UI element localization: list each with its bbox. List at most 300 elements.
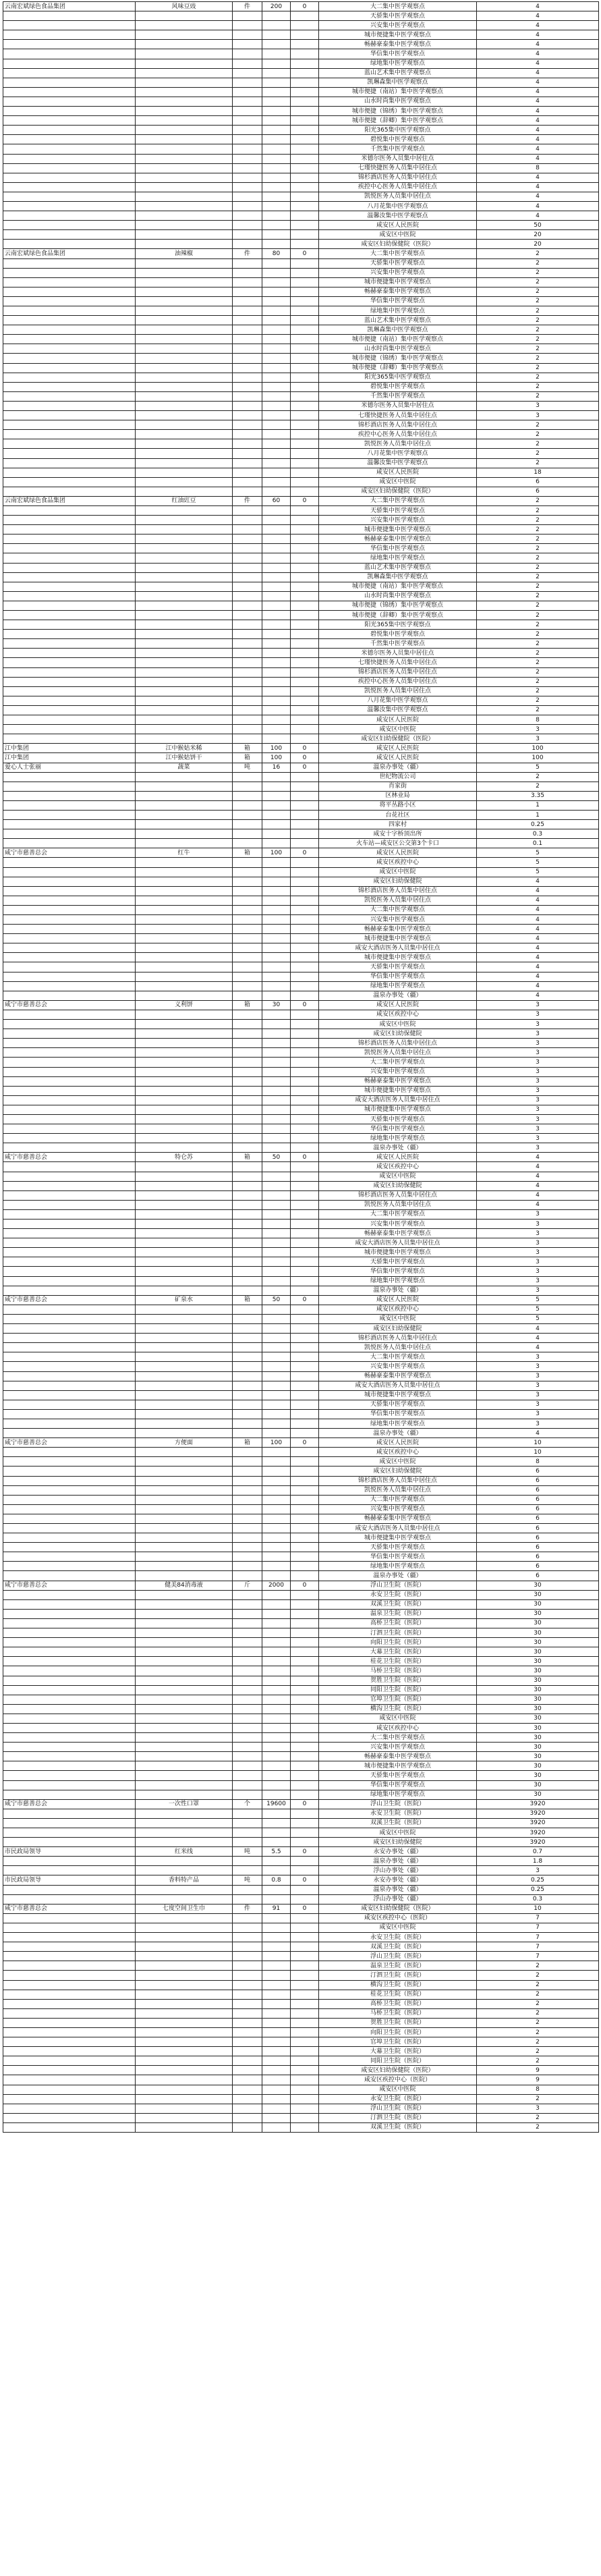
amount-cell: 4: [477, 1172, 599, 1181]
recipient-cell: 咸安区中医院: [319, 1020, 477, 1029]
zero-cell: [291, 1666, 319, 1676]
recipient-cell: 咸安区人民医院: [319, 753, 477, 763]
unit-cell: [233, 1761, 262, 1771]
unit-cell: [233, 953, 262, 962]
amount-cell: 3: [477, 1866, 599, 1875]
donor-cell: [3, 391, 136, 401]
unit-cell: [233, 1400, 262, 1409]
quantity-cell: [262, 2075, 291, 2085]
table-row: [3, 1875, 599, 1885]
donor-cell: [3, 800, 136, 810]
zero-cell: [291, 667, 319, 677]
item-cell: [136, 1923, 233, 1932]
quantity-cell: [262, 116, 291, 126]
zero-cell: [291, 649, 319, 658]
recipient-cell: 咸安区妇幼保健院（医院）: [319, 734, 477, 744]
table-row: [3, 1628, 599, 1638]
table-row: [3, 934, 599, 943]
item-cell: [136, 2047, 233, 2056]
zero-cell: [291, 943, 319, 953]
item-cell: [136, 639, 233, 649]
item-cell: [136, 221, 233, 230]
amount-cell: 2: [477, 611, 599, 620]
table-row: [3, 1390, 599, 1400]
item-cell: [136, 1657, 233, 1666]
quantity-cell: [262, 1324, 291, 1334]
table-row: [3, 553, 599, 563]
table-row: [3, 2018, 599, 2027]
unit-cell: [233, 1409, 262, 1419]
amount-cell: 2: [477, 335, 599, 344]
donor-cell: [3, 163, 136, 173]
quantity-cell: [262, 1780, 291, 1790]
table-row: [3, 59, 599, 68]
table-row: [3, 1200, 599, 1209]
recipient-cell: 千然集中医学观察点: [319, 391, 477, 401]
unit-cell: [233, 667, 262, 677]
zero-cell: [291, 1857, 319, 1866]
donor-cell: [3, 1257, 136, 1267]
unit-cell: [233, 582, 262, 591]
recipient-cell: 城市便捷（南站）集中医学观察点: [319, 582, 477, 591]
unit-cell: [233, 981, 262, 991]
quantity-cell: [262, 1229, 291, 1238]
zero-cell: [291, 306, 319, 316]
zero-cell: [291, 240, 319, 249]
unit-cell: 个: [233, 1799, 262, 1809]
table-row: [3, 1448, 599, 1457]
quantity-cell: [262, 1752, 291, 1761]
donor-cell: [3, 839, 136, 848]
item-cell: [136, 858, 233, 867]
item-cell: [136, 1409, 233, 1419]
quantity-cell: [262, 1533, 291, 1543]
amount-cell: 20: [477, 240, 599, 249]
recipient-cell: 凯琳森集中医学观察点: [319, 325, 477, 335]
donor-cell: [3, 1352, 136, 1362]
quantity-cell: [262, 182, 291, 192]
quantity-cell: [262, 1257, 291, 1267]
zero-cell: [291, 991, 319, 1000]
recipient-cell: 绿地集中医学观察点: [319, 306, 477, 316]
quantity-cell: [262, 430, 291, 439]
item-cell: [136, 734, 233, 744]
table-row: [3, 810, 599, 819]
amount-cell: 3: [477, 1276, 599, 1286]
item-cell: [136, 953, 233, 962]
table-row: [3, 439, 599, 449]
item-cell: [136, 649, 233, 658]
table-row: [3, 630, 599, 639]
amount-cell: 3: [477, 1229, 599, 1238]
amount-cell: 5: [477, 867, 599, 877]
item-cell: [136, 1685, 233, 1695]
unit-cell: [233, 1971, 262, 1980]
unit-cell: [233, 1514, 262, 1523]
amount-cell: 4: [477, 40, 599, 49]
donor-cell: [3, 382, 136, 391]
table-row: [3, 1885, 599, 1894]
table-row: [3, 1029, 599, 1039]
zero-cell: [291, 2056, 319, 2066]
quantity-cell: [262, 705, 291, 715]
zero-cell: [291, 867, 319, 877]
zero-cell: [291, 705, 319, 715]
donor-cell: [3, 2018, 136, 2027]
amount-cell: 5: [477, 1314, 599, 1323]
item-cell: [136, 1419, 233, 1428]
item-cell: [136, 696, 233, 705]
donor-cell: [3, 2113, 136, 2122]
donor-cell: [3, 677, 136, 686]
zero-cell: [291, 211, 319, 221]
amount-cell: 3: [477, 1124, 599, 1134]
zero-cell: [291, 316, 319, 325]
donor-cell: [3, 563, 136, 572]
quantity-cell: [262, 391, 291, 401]
item-cell: [136, 1913, 233, 1923]
table-row: [3, 221, 599, 230]
recipient-cell: 天骄集中医学观察点: [319, 1257, 477, 1267]
table-row: [3, 1419, 599, 1428]
item-cell: [136, 1238, 233, 1248]
table-row: [3, 487, 599, 496]
amount-cell: 3: [477, 1000, 599, 1010]
recipient-cell: 咸安区疾控中心: [319, 858, 477, 867]
amount-cell: 2: [477, 458, 599, 468]
zero-cell: [291, 1942, 319, 1952]
amount-cell: 4: [477, 943, 599, 953]
quantity-cell: [262, 487, 291, 496]
recipient-cell: 城市便捷集中医学观察点: [319, 30, 477, 40]
amount-cell: 2: [477, 1971, 599, 1980]
recipient-cell: 锦杉酒店医务人员集中居住点: [319, 667, 477, 677]
donor-cell: [3, 1058, 136, 1067]
table-row: [3, 1495, 599, 1504]
unit-cell: [233, 535, 262, 544]
table-row: [3, 734, 599, 744]
item-cell: [136, 658, 233, 667]
unit-cell: [233, 1020, 262, 1029]
zero-cell: [291, 896, 319, 905]
amount-cell: 3: [477, 1048, 599, 1058]
unit-cell: [233, 1095, 262, 1105]
zero-cell: [291, 782, 319, 791]
table-row: [3, 1790, 599, 1799]
quantity-cell: [262, 2094, 291, 2104]
donor-cell: [3, 1448, 136, 1457]
amount-cell: 6: [477, 1467, 599, 1476]
quantity-cell: [262, 1657, 291, 1666]
zero-cell: 0: [291, 1799, 319, 1809]
table-row: [3, 230, 599, 240]
recipient-cell: 横沟卫生院（医院）: [319, 1704, 477, 1714]
amount-cell: 4: [477, 78, 599, 87]
item-cell: [136, 1828, 233, 1838]
unit-cell: [233, 1419, 262, 1428]
recipient-cell: 咸安区人民医院: [319, 1295, 477, 1305]
amount-cell: 30: [477, 1657, 599, 1666]
recipient-cell: 城市便捷集中医学观察点: [319, 934, 477, 943]
item-cell: 江中猴姑米稀: [136, 744, 233, 753]
donor-cell: [3, 886, 136, 896]
amount-cell: 4: [477, 126, 599, 135]
zero-cell: [291, 1114, 319, 1124]
unit-cell: [233, 1590, 262, 1599]
zero-cell: [291, 1286, 319, 1295]
unit-cell: [233, 782, 262, 791]
donor-cell: [3, 1286, 136, 1295]
unit-cell: [233, 525, 262, 535]
table-row: [3, 677, 599, 686]
donor-cell: [3, 1562, 136, 1571]
item-cell: [136, 1162, 233, 1172]
recipient-cell: 咸安区妇幼保健院: [319, 1467, 477, 1476]
table-row: [3, 1371, 599, 1381]
item-cell: [136, 1761, 233, 1771]
item-cell: [136, 449, 233, 458]
table-row: [3, 1058, 599, 1067]
zero-cell: [291, 1952, 319, 1961]
amount-cell: 30: [477, 1695, 599, 1704]
amount-cell: 3: [477, 1381, 599, 1390]
item-cell: [136, 1857, 233, 1866]
unit-cell: [233, 2047, 262, 2056]
zero-cell: [291, 1838, 319, 1847]
recipient-cell: 城市便捷集中医学观察点: [319, 1248, 477, 1257]
zero-cell: [291, 1524, 319, 1533]
item-cell: [136, 1504, 233, 1514]
item-cell: [136, 487, 233, 496]
zero-cell: [291, 296, 319, 306]
item-cell: 红油豇豆: [136, 496, 233, 505]
table-row: [3, 201, 599, 211]
item-cell: [136, 1885, 233, 1894]
unit-cell: [233, 1343, 262, 1352]
zero-cell: [291, 1828, 319, 1838]
amount-cell: 2: [477, 2056, 599, 2066]
zero-cell: [291, 905, 319, 914]
recipient-cell: 蓝山艺术集中医学观察点: [319, 68, 477, 78]
unit-cell: [233, 1334, 262, 1343]
recipient-cell: 凯悦医务人员集中居住点: [319, 896, 477, 905]
unit-cell: [233, 2085, 262, 2094]
unit-cell: [233, 1286, 262, 1295]
quantity-cell: [262, 1209, 291, 1219]
donor-cell: [3, 240, 136, 249]
donor-cell: [3, 116, 136, 126]
quantity-cell: [262, 1114, 291, 1124]
recipient-cell: 咸安区疾控中心: [319, 1448, 477, 1457]
unit-cell: [233, 1448, 262, 1457]
amount-cell: 4: [477, 49, 599, 59]
zero-cell: [291, 40, 319, 49]
table-row: [3, 943, 599, 953]
table-row: [3, 1295, 599, 1305]
unit-cell: [233, 1058, 262, 1067]
donor-cell: [3, 1743, 136, 1752]
unit-cell: [233, 316, 262, 325]
zero-cell: [291, 1134, 319, 1143]
donor-cell: [3, 1857, 136, 1866]
item-cell: [136, 1618, 233, 1628]
donor-cell: [3, 544, 136, 553]
table-row: [3, 800, 599, 810]
recipient-cell: 咸安区中医院: [319, 1923, 477, 1932]
zero-cell: [291, 1780, 319, 1790]
recipient-cell: 咸安大酒店医务人员集中居住点: [319, 1381, 477, 1390]
zero-cell: 0: [291, 753, 319, 763]
donor-cell: [3, 715, 136, 725]
recipient-cell: 蓝山艺术集中医学观察点: [319, 316, 477, 325]
quantity-cell: [262, 886, 291, 896]
recipient-cell: 华信集中医学观察点: [319, 1780, 477, 1790]
unit-cell: [233, 686, 262, 696]
item-cell: [136, 1980, 233, 1990]
amount-cell: 2: [477, 535, 599, 544]
donor-cell: [3, 696, 136, 705]
quantity-cell: [262, 1771, 291, 1780]
quantity-cell: [262, 2008, 291, 2018]
quantity-cell: [262, 477, 291, 487]
quantity-cell: [262, 1685, 291, 1695]
amount-cell: 3: [477, 1114, 599, 1124]
donor-cell: [3, 1533, 136, 1543]
donor-cell: [3, 867, 136, 877]
zero-cell: [291, 107, 319, 116]
amount-cell: 2: [477, 277, 599, 287]
quantity-cell: [262, 1086, 291, 1095]
recipient-cell: 凯悦医务人员集中居住点: [319, 1343, 477, 1352]
unit-cell: [233, 2122, 262, 2132]
amount-cell: 30: [477, 1599, 599, 1609]
unit-cell: [233, 135, 262, 144]
zero-cell: [291, 525, 319, 535]
donor-cell: [3, 658, 136, 667]
item-cell: [136, 1723, 233, 1732]
table-row: [3, 535, 599, 544]
donor-cell: [3, 1514, 136, 1523]
amount-cell: 2: [477, 2047, 599, 2056]
unit-cell: [233, 649, 262, 658]
donor-cell: [3, 1457, 136, 1467]
amount-cell: 3: [477, 1143, 599, 1153]
amount-cell: 7: [477, 1933, 599, 1942]
amount-cell: 3: [477, 725, 599, 734]
quantity-cell: [262, 344, 291, 354]
table-row: [3, 601, 599, 610]
donor-cell: 市民政局领导: [3, 1847, 136, 1857]
unit-cell: [233, 11, 262, 21]
quantity-cell: 91: [262, 1904, 291, 1913]
recipient-cell: 贺胜卫生院（医院）: [319, 2018, 477, 2027]
recipient-cell: 双溪卫生院（医院）: [319, 2122, 477, 2132]
unit-cell: 件: [233, 1904, 262, 1913]
unit-cell: [233, 1143, 262, 1153]
quantity-cell: [262, 934, 291, 943]
recipient-cell: 咸安区疾控中心（医院）: [319, 2075, 477, 2085]
quantity-cell: [262, 896, 291, 905]
recipient-cell: 米德尔医务人员集中居住点: [319, 649, 477, 658]
table-row: [3, 1257, 599, 1267]
amount-cell: 3: [477, 1010, 599, 1019]
zero-cell: 0: [291, 1153, 319, 1162]
quantity-cell: [262, 1543, 291, 1552]
table-row: [3, 2094, 599, 2104]
zero-cell: [291, 953, 319, 962]
item-cell: [136, 439, 233, 449]
quantity-cell: [262, 420, 291, 430]
donor-cell: [3, 791, 136, 800]
recipient-cell: 永安办事处（疆）: [319, 1875, 477, 1885]
unit-cell: [233, 1638, 262, 1647]
unit-cell: [233, 1010, 262, 1019]
donor-cell: [3, 1504, 136, 1514]
donor-cell: [3, 335, 136, 344]
donor-cell: [3, 1761, 136, 1771]
item-cell: [136, 1134, 233, 1143]
quantity-cell: [262, 649, 291, 658]
quantity-cell: [262, 411, 291, 420]
item-cell: [136, 1933, 233, 1942]
unit-cell: [233, 126, 262, 135]
recipient-cell: 咸安区中医院: [319, 1714, 477, 1723]
donor-cell: [3, 59, 136, 68]
zero-cell: [291, 382, 319, 391]
amount-cell: 4: [477, 59, 599, 68]
table-row: [3, 49, 599, 59]
zero-cell: [291, 1514, 319, 1523]
unit-cell: [233, 1352, 262, 1362]
donor-cell: [3, 1086, 136, 1095]
table-row: [3, 1220, 599, 1229]
recipient-cell: 畅赫豪泰集中医学观察点: [319, 1371, 477, 1381]
zero-cell: 0: [291, 1438, 319, 1448]
quantity-cell: [262, 1409, 291, 1419]
amount-cell: 4: [477, 116, 599, 126]
item-cell: [136, 1485, 233, 1495]
recipient-cell: 咸安区妇幼保健院（医院）: [319, 240, 477, 249]
unit-cell: [233, 677, 262, 686]
zero-cell: [291, 1923, 319, 1932]
quantity-cell: [262, 1190, 291, 1200]
table-row: [3, 163, 599, 173]
item-cell: [136, 363, 233, 373]
item-cell: [136, 1790, 233, 1799]
item-cell: [136, 905, 233, 914]
quantity-cell: [262, 1999, 291, 2008]
quantity-cell: [262, 107, 291, 116]
donor-cell: 咸宁市慈善总会: [3, 1799, 136, 1809]
amount-cell: 3: [477, 2104, 599, 2113]
amount-cell: 6: [477, 1476, 599, 1485]
donor-cell: [3, 1409, 136, 1419]
table-row: [3, 1504, 599, 1514]
zero-cell: [291, 287, 319, 296]
donor-cell: [3, 782, 136, 791]
zero-cell: [291, 420, 319, 430]
quantity-cell: [262, 667, 291, 677]
table-row: [3, 953, 599, 962]
donor-cell: [3, 1590, 136, 1599]
unit-cell: [233, 810, 262, 819]
table-row: [3, 1609, 599, 1618]
item-cell: [136, 325, 233, 335]
table-row: [3, 401, 599, 410]
unit-cell: [233, 201, 262, 211]
unit-cell: [233, 1552, 262, 1562]
donor-cell: [3, 1894, 136, 1904]
